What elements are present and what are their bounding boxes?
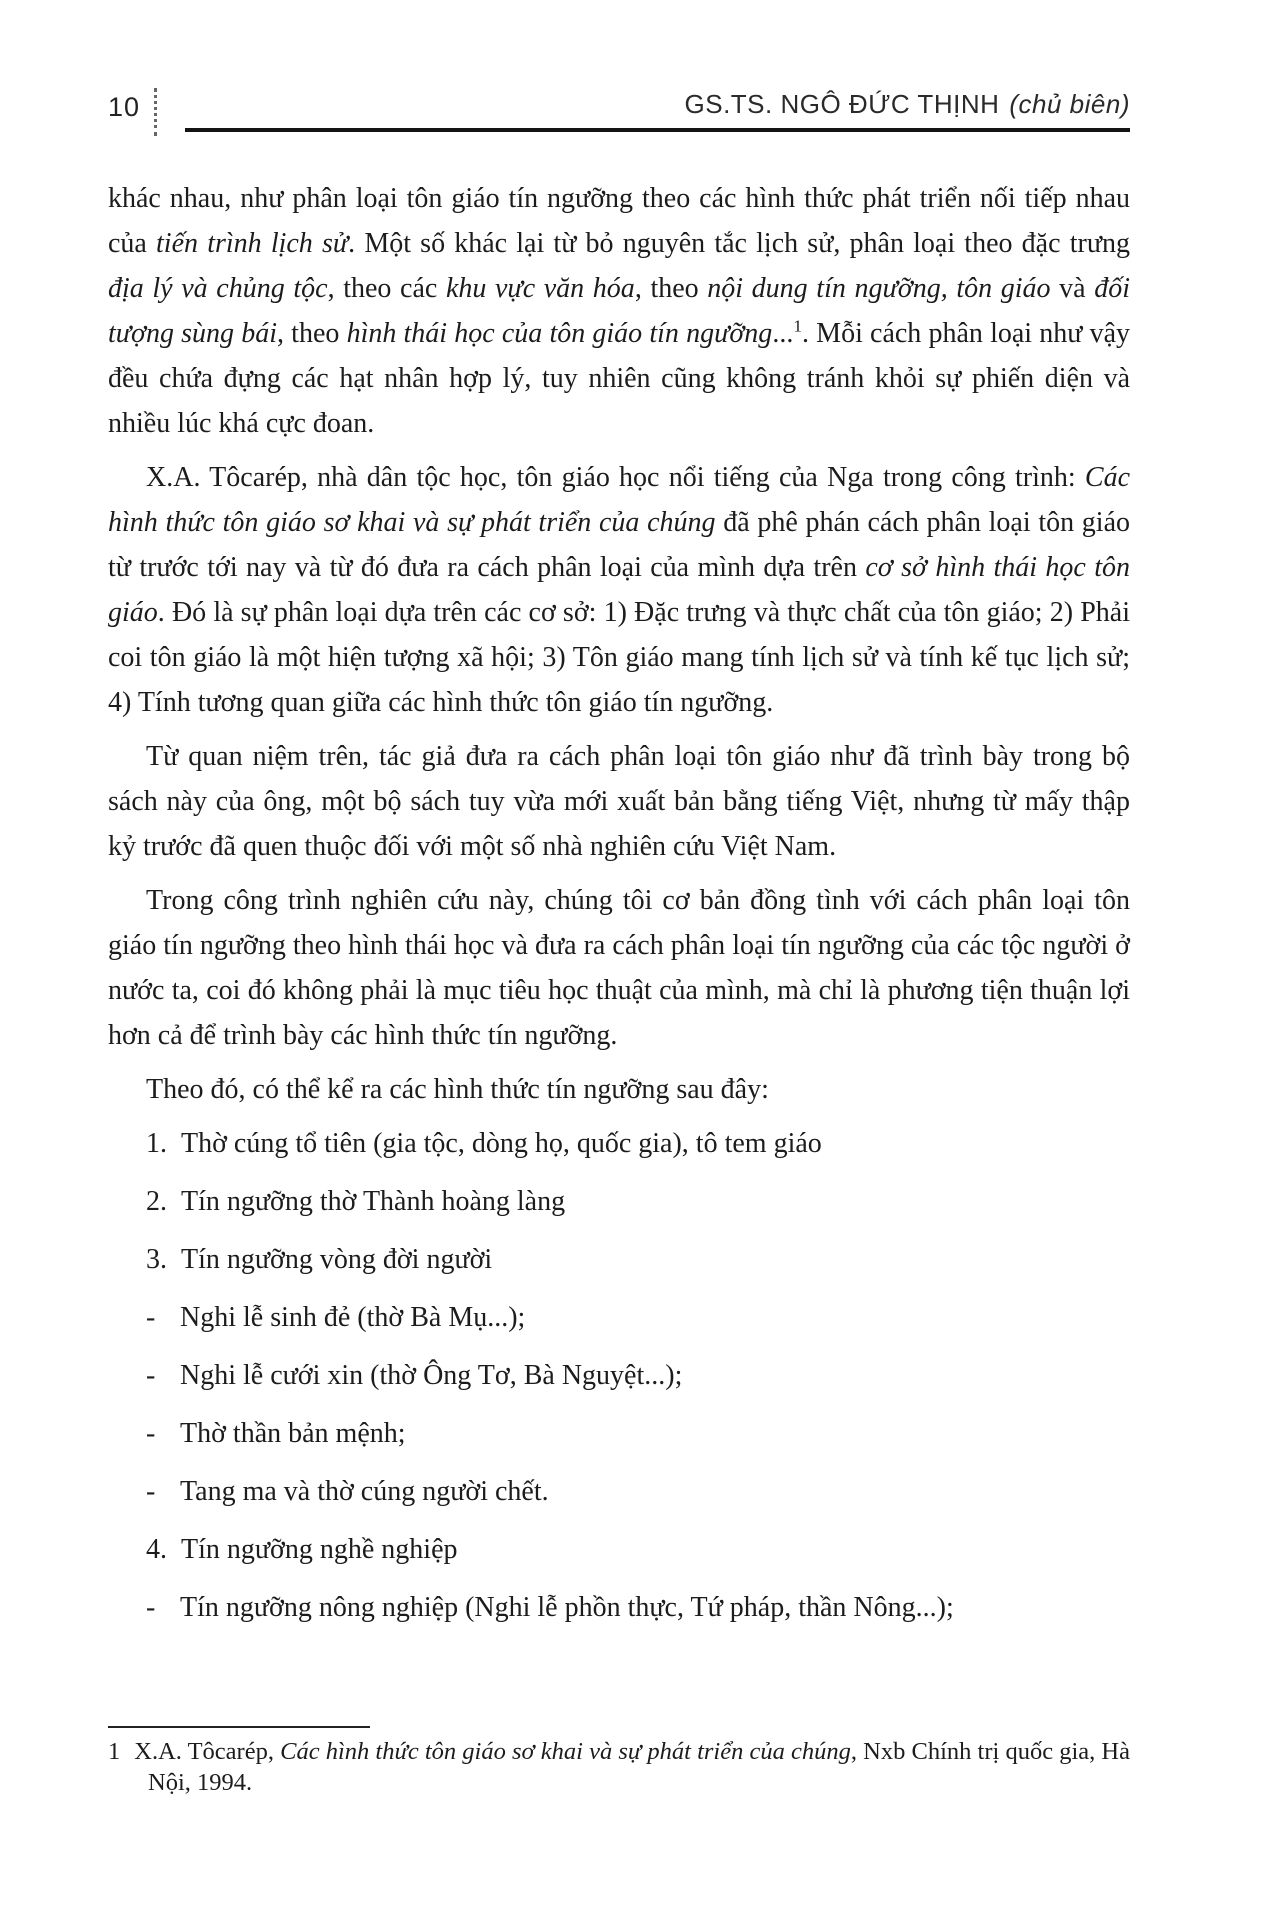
list-item bbox=[108, 1237, 1130, 1282]
list-marker: - bbox=[146, 1476, 156, 1507]
list-marker: - bbox=[146, 1302, 156, 1333]
paragraph-tu-quan-niem: Từ quan niệm trên, tác giả đưa ra cách phân loại tôn giáo như đã trình bày trong bộ sách này của ông, một bộ sách tuy vừa mới xuất bản bằng tiếng Việt, nhưng từ mấy thập kỷ trước đã quen thuộc đối với một số nhà nghiên cứu Việt Nam. bbox=[108, 741, 1130, 862]
list-item bbox=[108, 1179, 1130, 1224]
list-marker: 4. bbox=[146, 1534, 167, 1565]
body-text bbox=[108, 176, 1130, 1630]
page-number-block bbox=[108, 88, 185, 132]
list-item-text: Tín ngưỡng vòng đời người bbox=[181, 1244, 493, 1275]
list-marker: 3. bbox=[146, 1244, 167, 1275]
footnote-rule bbox=[108, 1726, 370, 1728]
list-item bbox=[108, 1353, 1130, 1398]
list-item-text: Tín ngưỡng nông nghiệp (Nghi lễ phồn thực, Tứ pháp, thần Nông...); bbox=[180, 1592, 954, 1623]
paragraph-trong-cong-trinh: Trong công trình nghiên cứu này, chúng tôi cơ bản đồng tình với cách phân loại tôn giáo tín ngưỡng theo hình thái học và đưa ra cách phân loại tín ngưỡng của các tộc người ở nước ta, coi đó không phải là mục tiêu học thuật của mình, mà chỉ là phương tiện thuận lợi hơn cả để trình bày các hình thức tín ngưỡng. bbox=[108, 885, 1130, 1051]
list-item bbox=[108, 1527, 1130, 1572]
footnote bbox=[108, 1736, 1130, 1798]
list-item bbox=[108, 1121, 1130, 1166]
list-marker: - bbox=[146, 1360, 156, 1391]
list-item-text: Thờ cúng tổ tiên (gia tộc, dòng họ, quốc gia), tô tem giáo bbox=[181, 1128, 822, 1159]
list-marker: - bbox=[146, 1592, 156, 1623]
running-header-suffix: (chủ biên) bbox=[1009, 89, 1130, 119]
footnote-marker: 1 bbox=[108, 1738, 121, 1765]
list-item bbox=[108, 1469, 1130, 1514]
paragraph-continued: khác nhau, như phân loại tôn giáo tín ngưỡng theo các hình thức phát triển nối tiếp nhau của tiến trình lịch sử. Một số khác lại từ bỏ nguyên tắc lịch sử, phân loại theo đặc trưng địa lý và chủng tộc, theo các khu vực văn hóa, theo nội dung tín ngưỡng, tôn giáo và đối tượng sùng bái, theo hình thái học của tôn giáo tín ngưỡng...$^1$. Mỗi cách phân loại như vậy đều chứa đựng các hạt nhân hợp lý, tuy nhiên cũng không tránh khỏi sự phiến diện và nhiều lúc khá cực đoan. bbox=[108, 183, 1131, 439]
list-marker: 2. bbox=[146, 1186, 167, 1217]
list-item-text: Nghi lễ sinh đẻ (thờ Bà Mụ...); bbox=[180, 1302, 526, 1333]
dotted-ornament bbox=[154, 88, 157, 136]
list-item-text: Tang ma và thờ cúng người chết. bbox=[180, 1476, 549, 1507]
list-item bbox=[108, 1411, 1130, 1456]
list-item bbox=[108, 1295, 1130, 1340]
list-item-text: Nghi lễ cưới xin (thờ Ông Tơ, Bà Nguyệt...); bbox=[180, 1360, 683, 1391]
list-marker: - bbox=[146, 1418, 156, 1449]
page-header bbox=[108, 88, 1130, 132]
belief-forms-list bbox=[108, 1121, 1130, 1630]
footnote-section bbox=[108, 1726, 1130, 1798]
footnote-text: X.A. Tôcarép, Các hình thức tôn giáo sơ khai và sự phát triển của chúng, Nxb Chính trị quốc gia, Hà Nội, 1994. bbox=[134, 1738, 1130, 1796]
list-item bbox=[108, 1585, 1130, 1630]
paragraph-theo-do: Theo đó, có thể kể ra các hình thức tín ngưỡng sau đây: bbox=[146, 1074, 769, 1105]
paragraph-tocarep: X.A. Tôcarép, nhà dân tộc học, tôn giáo học nổi tiếng của Nga trong công trình: Các hình thức tôn giáo sơ khai và sự phát triển của chúng đã phê phán cách phân loại tôn giáo từ trước tới nay và từ đó đưa ra cách phân loại của mình dựa trên cơ sở hình thái học tôn giáo. Đó là sự phân loại dựa trên các cơ sở: 1) Đặc trưng và thực chất của tôn giáo; 2) Phải coi tôn giáo là một hiện tượng xã hội; 3) Tôn giáo mang tính lịch sử và tính kế tục lịch sử; 4) Tính tương quan giữa các hình thức tôn giáo tín ngưỡng. bbox=[108, 462, 1131, 718]
running-header-title: GS.TS. NGÔ ĐỨC THỊNH bbox=[684, 89, 1000, 119]
list-item-text: Thờ thần bản mệnh; bbox=[180, 1418, 406, 1449]
list-item-text: Tín ngưỡng nghề nghiệp bbox=[181, 1534, 458, 1565]
list-item-text: Tín ngưỡng thờ Thành hoàng làng bbox=[181, 1186, 566, 1217]
list-marker: 1. bbox=[146, 1128, 167, 1159]
running-header bbox=[185, 89, 1130, 132]
page-number: 10 bbox=[108, 91, 141, 122]
